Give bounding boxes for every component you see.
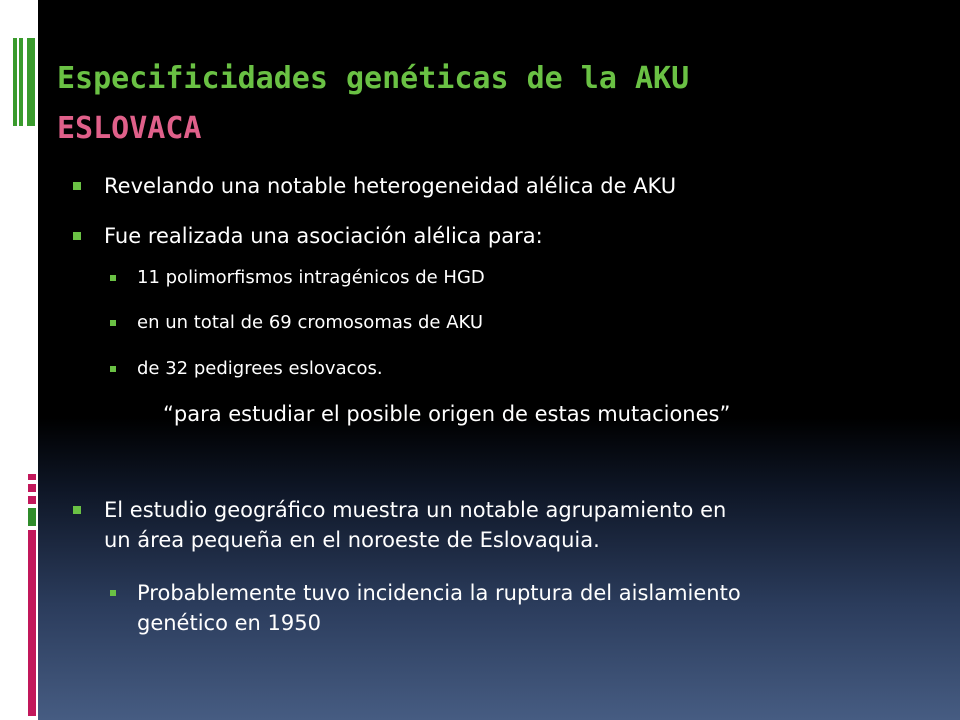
- bullet-marker-icon: [73, 182, 81, 190]
- bullet-text: El estudio geográfico muestra un notable agrupamiento en: [104, 498, 727, 522]
- bullet-marker-icon: [110, 320, 116, 326]
- bullet-item: [104, 495, 904, 555]
- bullet-text: 11 polimorfismos intragénicos de HGD: [137, 267, 485, 288]
- sub-bullet-item: [137, 578, 907, 638]
- title-main: Especificidades genéticas de la AKU: [57, 61, 690, 96]
- bullet-marker-icon: [73, 232, 81, 240]
- sub-bullet-item: [137, 356, 383, 382]
- bullet-marker-icon: [110, 366, 116, 372]
- sub-bullet-item: [137, 310, 483, 336]
- bullet-text: un área pequeña en el noroeste de Eslovaquia.: [104, 528, 600, 552]
- bullet-text: Revelando una notable heterogeneidad alélica de AKU: [104, 174, 677, 198]
- bullet-item: [104, 171, 676, 201]
- bullet-marker-icon: [110, 590, 116, 596]
- bullet-text: Probablemente tuvo incidencia la ruptura del aislamiento: [137, 581, 741, 605]
- bullet-marker-icon: [110, 275, 116, 281]
- bullet-text: genético en 1950: [137, 611, 321, 635]
- bullet-text: en un total de 69 cromosomas de AKU: [137, 312, 484, 333]
- bullet-item: [104, 221, 543, 251]
- quote-text: “para estudiar el posible origen de estas mutaciones”: [163, 402, 731, 426]
- title-accent: ESLOVACA: [57, 111, 202, 146]
- bullet-text: Fue realizada una asociación alélica para:: [104, 224, 543, 248]
- bullet-text: de 32 pedigrees eslovacos.: [137, 358, 383, 379]
- sub-bullet-item: [137, 265, 485, 291]
- bullet-marker-icon: [73, 506, 81, 514]
